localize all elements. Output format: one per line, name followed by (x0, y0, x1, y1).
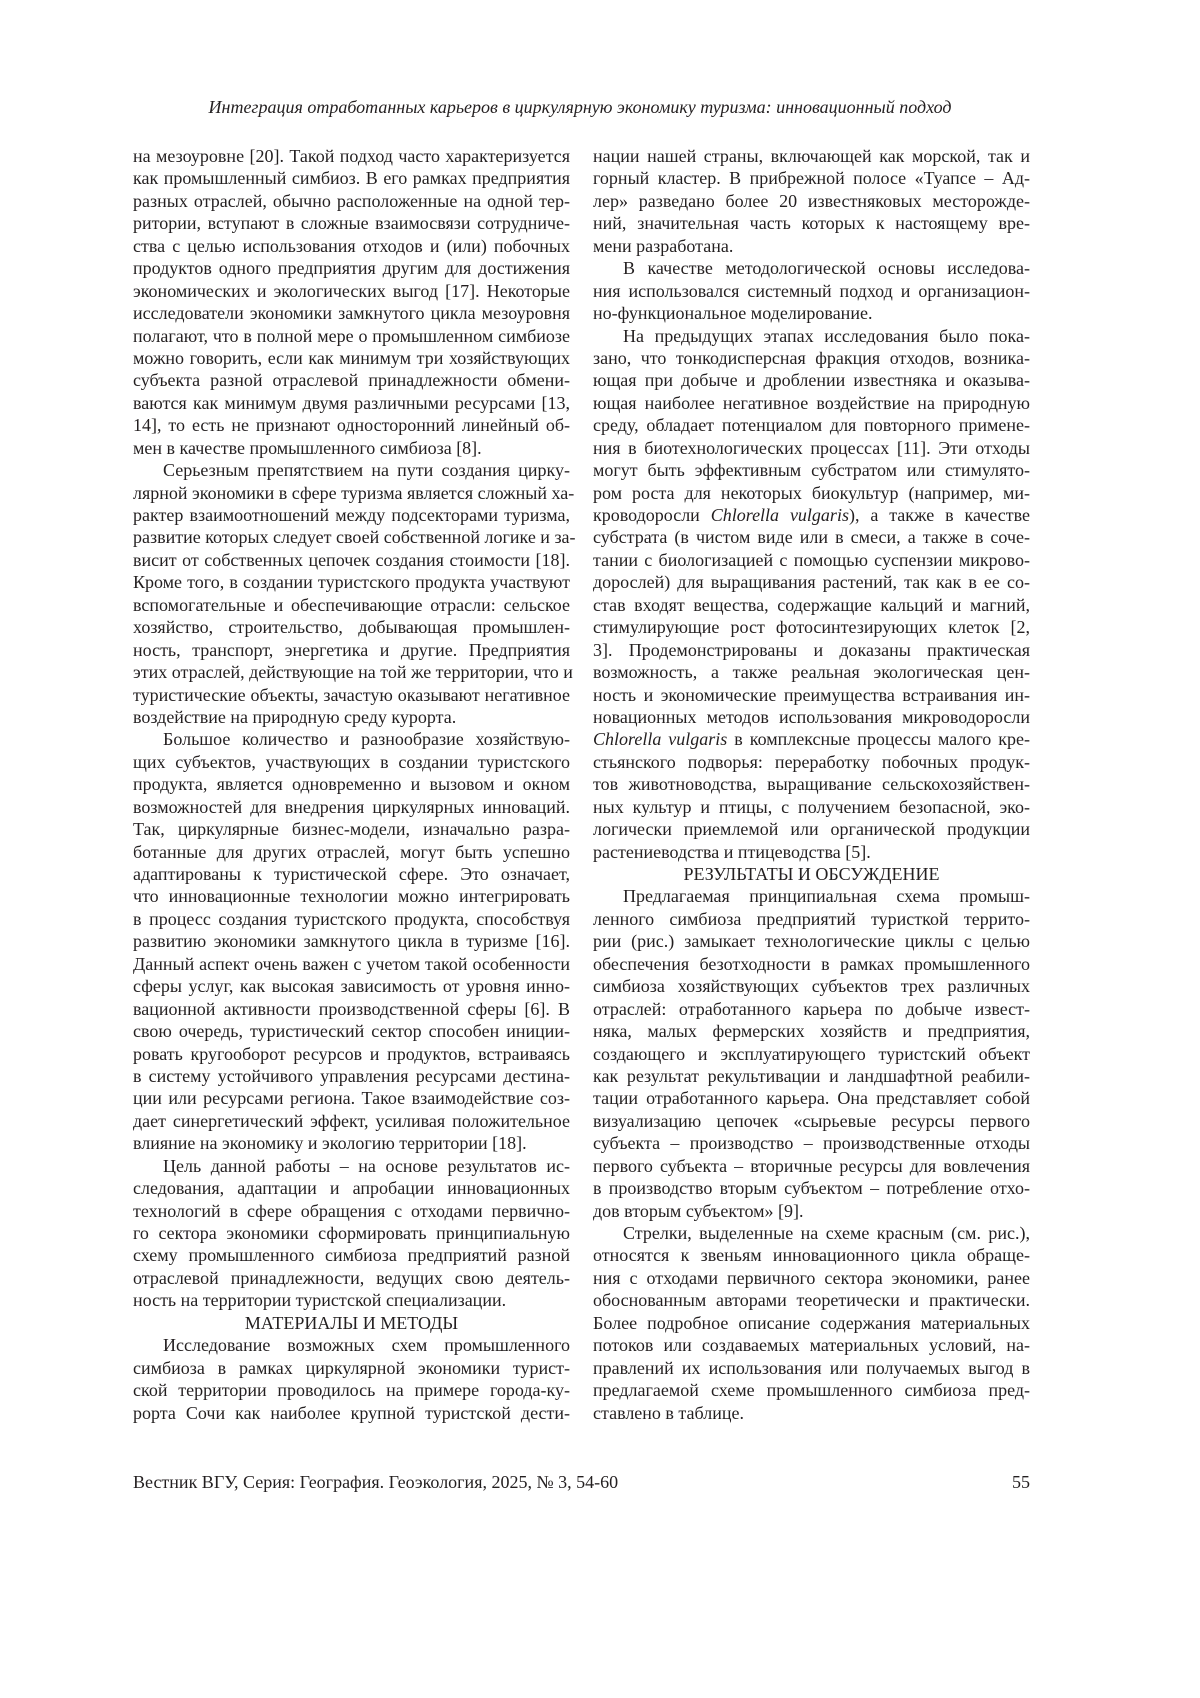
text-line: щих субъектов, участвующих в создании туристского (133, 751, 570, 772)
text-line: В качестве методологической основы исследова- (623, 258, 1030, 279)
text-line: рактер взаимоотношений между подсекторами туризма, (133, 505, 570, 525)
text-line: развитию экономики замкнутого цикла в туризме [16]. (133, 931, 570, 952)
text-line: вационной активности производственной сферы [6]. В (133, 998, 570, 1019)
paragraph (133, 145, 570, 459)
text-line: как промышленный симбиоз. В его рамках предприятия (133, 168, 570, 189)
text-line: экономических и экологических выгод [17]. Некоторые (133, 280, 570, 301)
text-line: создающего и эксплуатирующего туристский объект (593, 1043, 1030, 1064)
text-line: Более подробное описание содержания материальных (593, 1312, 1030, 1333)
text-segment: в комплексные процессы малого кре- (727, 729, 1030, 750)
page-footer (133, 1472, 1030, 1493)
text-line: могут быть эффективным субстратом или стимулято- (593, 460, 1030, 481)
paragraph (593, 257, 1030, 324)
text-line: обеспечения безотходности в рамках промышленного (593, 953, 1030, 974)
text-line: мени разработана. (593, 235, 734, 256)
text-line: став входят вещества, содержащие кальций и магний, (593, 594, 1030, 615)
text-line: РЕЗУЛЬТАТЫ И ОБСУЖДЕНИЕ (683, 864, 940, 884)
text-line: потоков или создаваемых материальных условий, на- (593, 1335, 1030, 1356)
text-line: тании с биологизацией с помощью суспензии микрово- (593, 549, 1030, 570)
text-line: полагают, что в полной мере о промышленном симбиозе (133, 325, 570, 346)
text-line: ваются как минимум двумя различными ресурсами [13, (133, 392, 570, 413)
text-line: ленного симбиоза предприятий туристкой террито- (593, 908, 1030, 929)
text-line: субъекта разной отраслевой принадлежности обмени- (133, 370, 570, 391)
text-line: логически приемлемой или органической продукции (593, 819, 1030, 840)
text-line: обоснованным авторами теоретически и практически. (593, 1290, 1030, 1311)
text-line: возможность, а также реальная экологическая цен- (593, 662, 1030, 683)
text-line: предлагаемой схеме промышленного симбиоза пред- (593, 1380, 1030, 1401)
text-line: ния с отходами первичного сектора экономики, ранее (593, 1267, 1030, 1288)
text-line: симбиоза хозяйствующих субъектов трех различных (593, 976, 1030, 997)
text-line: отраслей: отработанного карьера по добыче извест- (593, 998, 1030, 1019)
text-line: схему промышленного симбиоза предприятий разной (133, 1245, 570, 1266)
text-line: исследователи экономики замкнутого цикла мезоуровня (133, 303, 570, 324)
text-line: Стрелки, выделенные на схеме красным (см. рис.), (623, 1223, 1030, 1243)
text-line: тации отработанного карьера. Она представляет собой (593, 1088, 1030, 1109)
text-line (593, 504, 1030, 526)
text-line: На предыдущих этапах исследования было пока- (623, 325, 1030, 346)
text-line: Данный аспект очень важен с учетом такой особенности (133, 953, 570, 974)
text-line: в систему устойчивого управления ресурсами дестина- (133, 1065, 570, 1086)
text-line: дов вторым субъектом» [9]. (593, 1200, 804, 1221)
text-line: вспомогательные и обеспечивающие отрасли: сельское (133, 594, 570, 615)
text-segment: ), а также в качестве (848, 505, 1030, 525)
page-number: 55 (1012, 1472, 1030, 1492)
text-line: возможностей для внедрения циркулярных инноваций. (133, 796, 570, 817)
text-line: го сектора экономики сформировать принципиальную (133, 1223, 570, 1243)
text-line: зано, что тонкодисперсная фракция отходов, возника- (593, 347, 1030, 368)
species-name: Chlorella vulgaris (593, 729, 728, 750)
text-line: ющая при добыче и дроблении известняка и оказыва- (593, 370, 1030, 391)
text-line: первого субъекта – вторичные ресурсы для вовлечения (593, 1155, 1030, 1176)
text-line: ность и экономические преимущества встраивания ин- (593, 684, 1030, 705)
text-line: что инновационные технологии можно интегрировать (133, 886, 570, 907)
text-line: сферы услуг, как высокая зависимость от уровня инно- (133, 976, 570, 997)
text-line: тов животноводства, выращивание сельскохозяйствен- (593, 774, 1030, 795)
text-line: в производство вторым субъектом – потребление отхо- (593, 1178, 1030, 1199)
paragraph (133, 1334, 570, 1424)
text-line: как результат рекультивации и ландшафтной реабили- (593, 1065, 1030, 1086)
text-line: ных культур и птицы, с получением безопасной, эко- (593, 796, 1030, 817)
text-line: рии (рис.) замыкает технологические циклы с целью (593, 931, 1030, 952)
text-line: ставлено в таблице. (593, 1402, 744, 1423)
text-line: технологий в сфере обращения с отходами первично- (133, 1200, 570, 1221)
text-line: ющая наиболее негативное воздействие на природную (593, 392, 1030, 413)
text-line: на мезоуровне [20]. Такой подход часто характеризуется (133, 146, 570, 166)
text-line: этих отраслей, действующие на той же территории, что и (133, 662, 573, 683)
paragraph (593, 885, 1030, 1222)
text-line: няка, малых фермерских хозяйств и предприятия, (593, 1021, 1030, 1042)
text-line: Кроме того, в создании туристского продукта участвуют (133, 572, 570, 593)
text-line: хозяйство, строительство, добывающая промышлен- (133, 617, 570, 638)
text-line: можно говорить, если как минимум три хозяйствующих (133, 347, 570, 368)
text-line: субъекта – производство – производственные отходы (593, 1133, 1030, 1154)
text-line: ства с целью использования отходов и (или) побочных (133, 235, 570, 256)
text-line: ность, транспорт, энергетика и другие. Предприятия (133, 639, 570, 660)
text-line: но-функциональное моделирование. (593, 303, 873, 324)
paragraph (133, 459, 576, 728)
text-line: ний, значительная часть которых к настоящему вре- (593, 213, 1030, 234)
text-line: в процесс создания туристского продукта, способствуя (133, 908, 570, 929)
text-line: ром роста для некоторых биокультур (например, ми- (593, 482, 1030, 503)
paragraph (593, 1222, 1030, 1424)
paragraph (133, 1155, 570, 1312)
paragraph (133, 728, 570, 1154)
text-line: ния в биотехнологических процессах [11]. Эти отходы (593, 437, 1030, 458)
left-column (133, 145, 576, 1424)
text-segment: кроводоросли (593, 505, 711, 525)
text-line: правлений их использования или получаемых выгод в (593, 1357, 1030, 1378)
text-line: Предлагаемая принципиальная схема промыш- (623, 886, 1030, 907)
text-line: ции или ресурсами региона. Такое взаимодействие соз- (133, 1088, 570, 1109)
section-heading (593, 863, 1030, 885)
text-line: ритории, вступают в сложные взаимосвязи сотрудниче- (133, 213, 570, 234)
text-line: развитие которых следует своей собственной логике и за- (133, 527, 576, 548)
text-line: продукта, является одновременно и вызовом и окном (133, 774, 570, 795)
text-line: новационных методов использования микроводоросли (593, 706, 1030, 727)
journal-citation: Вестник ВГУ, Серия: География. Геоэкология, 2025, № 3, 54-60 (133, 1472, 619, 1492)
text-line: рорта Сочи как наиболее крупной туристской дести- (133, 1402, 570, 1423)
text-line: стьянского подворья: переработку побочных продук- (593, 751, 1030, 772)
text-line: 3]. Продемонстрированы и доказаны практическая (593, 639, 1030, 660)
text-line (593, 728, 1030, 750)
text-line: растениеводства и птицеводства [5]. (593, 841, 871, 862)
text-line: туристические объекты, зачастую оказывают негативное (133, 684, 570, 705)
text-line: дает синергетический эффект, усиливая положительное (133, 1110, 570, 1131)
section-heading (133, 1312, 570, 1334)
text-line: Цель данной работы – на основе результатов ис- (163, 1155, 570, 1176)
text-line: следования, адаптации и апробации инновационных (133, 1178, 570, 1199)
text-line: Так, циркулярные бизнес-модели, изначально разра- (133, 819, 570, 840)
text-line: нации нашей страны, включающей как морской, так и (593, 146, 1030, 166)
text-line: стимулирующие рост фотосинтезирующих клеток [2, (593, 617, 1030, 638)
right-column (593, 145, 1030, 1424)
text-line: Серьезным препятствием на пути создания цирку- (163, 460, 570, 481)
text-line: мен в качестве промышленного симбиоза [8]. (133, 437, 482, 458)
text-line: отраслевой принадлежности, ведущих свою деятель- (133, 1267, 570, 1288)
text-line: горный кластер. В прибрежной полосе «Туапсе – Ад- (593, 168, 1030, 189)
paragraph (593, 325, 1030, 864)
text-line: продуктов одного предприятия другим для достижения (133, 258, 570, 279)
text-line: относятся к звеньям инновационного цикла обраще- (593, 1245, 1030, 1266)
text-line: визуализацию цепочек «сырьевые ресурсы первого (593, 1110, 1030, 1131)
text-line: дорослей) для выращивания растений, так как в ее со- (593, 572, 1030, 593)
text-line: Большое количество и разнообразие хозяйствую- (163, 729, 570, 750)
text-line: свою очередь, туристический сектор способен иниции- (133, 1021, 570, 1042)
paragraph (593, 145, 1030, 257)
text-line: лер» разведано более 20 известняковых месторожде- (593, 190, 1030, 211)
text-line: субстрата (в чистом виде или в смеси, а также в соче- (593, 527, 1030, 548)
species-name: Chlorella vulgaris (710, 505, 849, 525)
text-line: адаптированы к туристической сфере. Это означает, (133, 864, 570, 884)
running-title: Интеграция отработанных карьеров в циркулярную экономику туризма: инновационный подход (208, 97, 952, 117)
text-line: воздействие на природную среду курорта. (133, 706, 457, 727)
text-line: симбиоза в рамках циркулярной экономики турист- (133, 1357, 570, 1378)
text-line: влияние на экономику и экологию территории [18]. (133, 1133, 527, 1154)
text-line: 14], то есть не признают односторонний линейный об- (133, 415, 570, 436)
text-line: разных отраслей, обычно расположенные на одной тер- (133, 190, 570, 211)
text-line: ность на территории туристской специализации. (133, 1290, 507, 1311)
text-line: ботанные для других отраслей, могут быть успешно (133, 841, 570, 862)
text-line: ния использовался системный подход и организацион- (593, 280, 1030, 301)
text-line: Исследование возможных схем промышленного (163, 1335, 570, 1356)
text-line: ровать кругооборот ресурсов и продуктов, встраиваясь (133, 1043, 570, 1064)
text-line: висит от собственных цепочек создания стоимости [18]. (133, 549, 570, 570)
text-line: лярной экономики в сфере туризма является сложный ха- (133, 482, 575, 503)
text-line: ской территории проводилось на примере города-ку- (133, 1380, 570, 1401)
text-line: МАТЕРИАЛЫ И МЕТОДЫ (244, 1312, 459, 1333)
text-line: среду, обладает потенциалом для повторного примене- (593, 415, 1030, 436)
